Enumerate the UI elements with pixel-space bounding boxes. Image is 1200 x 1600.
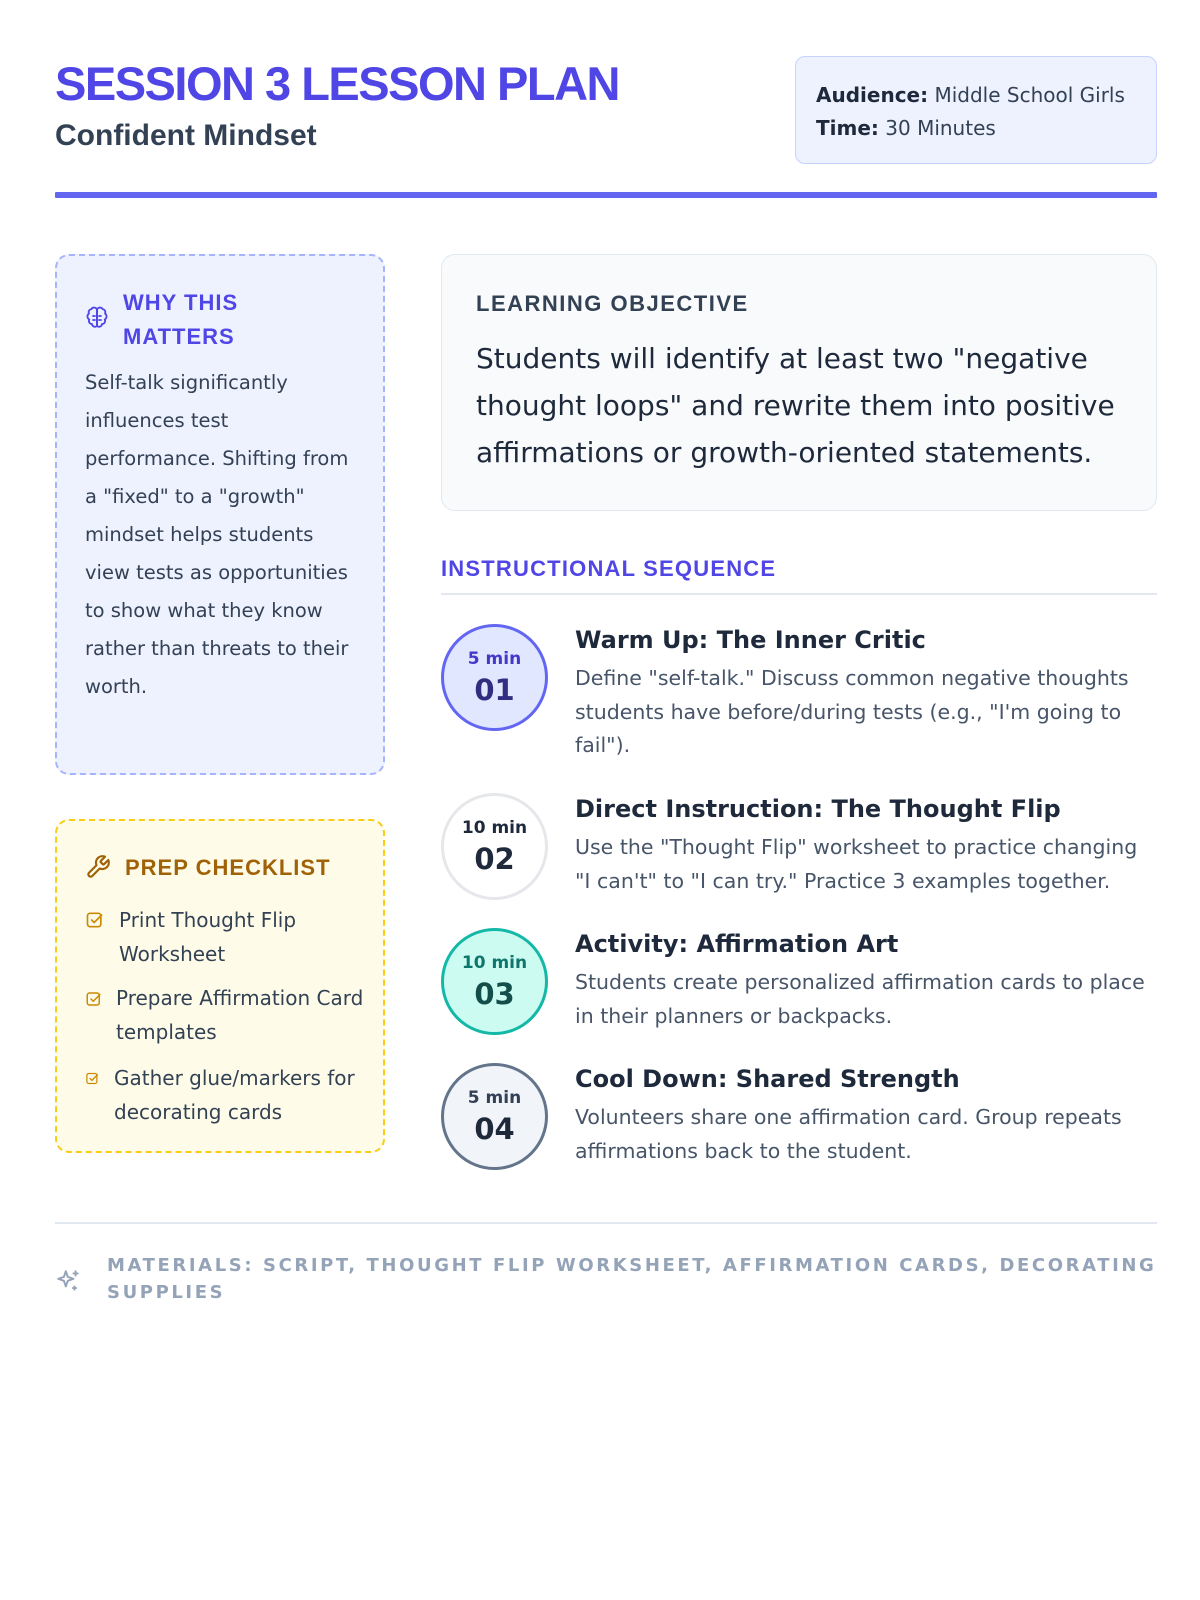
- step-number: 03: [474, 977, 515, 1011]
- step-duration: 5 min: [467, 1088, 522, 1108]
- materials-list: MATERIALS: SCRIPT, THOUGHT FLIP WORKSHEET, AFFIRMATION CARDS, DECORATING SUPPLIES: [107, 1255, 1157, 1303]
- step-title: Warm Up: The Inner Critic: [575, 626, 926, 654]
- checklist-item-label: Prepare Affirmation Card templates: [116, 986, 364, 1044]
- sequence-title: INSTRUCTIONAL SEQUENCE: [441, 556, 777, 581]
- audience-value: Middle School Girls: [934, 83, 1125, 107]
- step-duration: 10 min: [461, 953, 528, 973]
- step-title: Cool Down: Shared Strength: [575, 1065, 960, 1093]
- checkbox-icon[interactable]: [85, 990, 103, 1008]
- step-title: Direct Instruction: The Thought Flip: [575, 795, 1061, 823]
- step-number: 01: [474, 673, 515, 707]
- sparkle-icon: [55, 1268, 81, 1294]
- step-badge: [441, 928, 548, 1035]
- step-badge: [441, 1063, 548, 1170]
- step-badge: [441, 793, 548, 900]
- checkbox-icon[interactable]: [85, 1071, 100, 1086]
- page-subtitle: Confident Mindset: [55, 119, 317, 152]
- step-description: Define "self-talk." Discuss common negative thoughts students have before/during tests (e.g., "I'm going to fail").: [575, 666, 1129, 757]
- sequence-divider: [441, 593, 1157, 595]
- time-value: 30 Minutes: [885, 116, 996, 140]
- step-badge: [441, 624, 548, 731]
- prep-checklist-card: [55, 819, 385, 1153]
- why-text: Self-talk significantly influences test performance. Shifting from a "fixed" to a "growth" mindset helps students view tests as opportunities to show what they know rather than threats to their worth.: [85, 371, 349, 698]
- audience-row: [816, 79, 1136, 112]
- step-description: Volunteers share one affirmation card. Group repeats affirmations back to the student.: [575, 1105, 1122, 1163]
- session-info-box: [795, 56, 1157, 164]
- why-this-matters-card: [55, 254, 385, 775]
- checklist-item-label: Gather glue/markers for decorating cards: [114, 1066, 355, 1124]
- time-label: Time:: [816, 116, 879, 140]
- step-title: Activity: Affirmation Art: [575, 930, 899, 958]
- page-header: [55, 56, 1157, 198]
- step-duration: 10 min: [461, 818, 528, 838]
- checkbox-icon[interactable]: [85, 910, 105, 930]
- step-description: Students create personalized affirmation cards to place in their planners or backpacks.: [575, 970, 1145, 1028]
- header-divider: [55, 192, 1157, 198]
- brain-icon: [85, 306, 109, 330]
- step-number: 02: [474, 842, 515, 876]
- audience-label: Audience:: [816, 83, 929, 107]
- learning-objective-card: [441, 254, 1157, 511]
- step-description: Use the "Thought Flip" worksheet to practice changing "I can't" to "I can try." Practice 3 examples together.: [575, 835, 1138, 893]
- footer-divider: [55, 1222, 1157, 1224]
- step-number: 04: [474, 1112, 515, 1146]
- time-row: [816, 112, 1136, 145]
- wrench-icon: [85, 854, 111, 880]
- checklist-item[interactable]: [85, 1061, 365, 1129]
- checklist-item[interactable]: [85, 981, 365, 1049]
- step-duration: 5 min: [467, 649, 522, 669]
- why-title: WHY THIS MATTERS: [123, 290, 239, 349]
- checklist-item-label: Print Thought Flip Worksheet: [119, 908, 297, 966]
- objective-text: Students will identify at least two "negative thought loops" and rewrite them into positive affirmations or growth-oriented statements.: [476, 342, 1115, 469]
- checklist-item[interactable]: [85, 903, 365, 971]
- page-title: SESSION 3 LESSON PLAN: [55, 57, 619, 110]
- prep-title: PREP CHECKLIST: [125, 855, 331, 880]
- objective-label: LEARNING OBJECTIVE: [476, 291, 749, 316]
